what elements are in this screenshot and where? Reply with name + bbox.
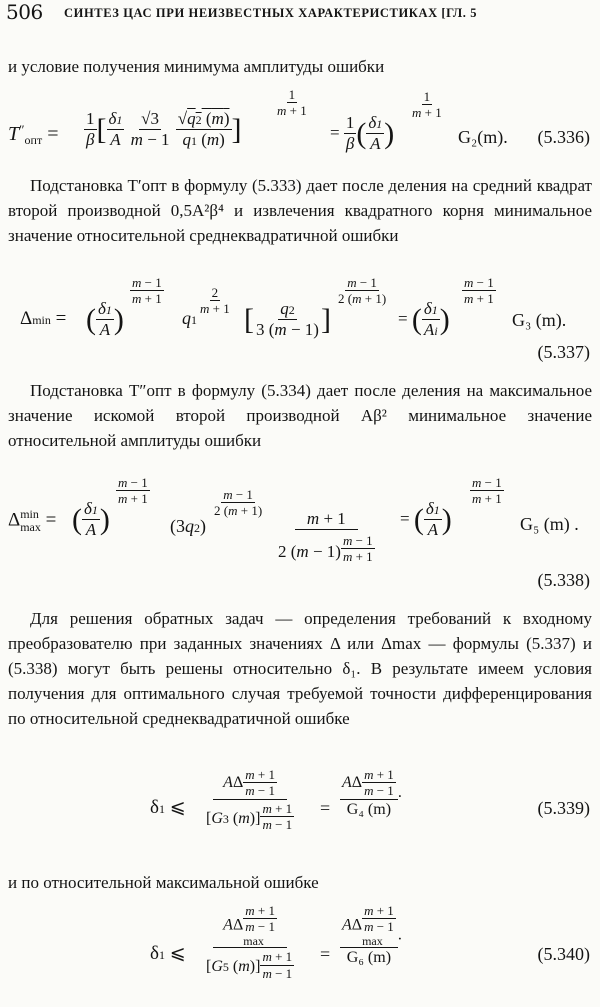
exponent-fraction: $\frac{m - 1}{m + 1}$ [464, 275, 494, 307]
equation-5-340 [0, 902, 600, 1006]
equation-body: ( $\frac{\delta 1}{A}$ ) [72, 499, 110, 539]
exponent-fraction: $\frac{1}{m + 1}$ [412, 89, 442, 121]
equation-lhs: δ1 ⩽ [150, 797, 186, 818]
equation-5-337 [0, 272, 600, 368]
paragraph-3: Подстановка T″опт в формулу (5.334) дает после деления на максимальное значение искомой второй производной Aβ² минимальное значение относительной амплитуды ошибки [8, 381, 592, 450]
equals-sign: = [320, 944, 331, 964]
exponent-fraction: $\frac{m - 1}{m + 1}$ [118, 475, 148, 507]
equation-number: (5.338) [537, 570, 590, 590]
running-title: СИНТЕЗ ЦАС ПРИ НЕИЗВЕСТНЫХ ХАРАКТЕРИСТИКАХ [ГЛ. 5 [64, 6, 478, 20]
equation-lhs: δ1 ⩽ [150, 943, 186, 964]
equation-rhs-tail: G₅ (m) . [520, 514, 579, 534]
paragraph-4: Для решения обратных задач — определения требований к входному преобразователю при заданных значениях Δ или Δmax — формулы (5.337) и (5.338) могут быть решены относительно δ₁. В результате имеем условия получения для оптимального случая требуемой точности дифференцирования по относительной среднеквадратичной ошибке [8, 609, 592, 728]
equation-5-339 [0, 762, 600, 858]
equation-body: ( $\frac{\delta 1}{A}$ ) [86, 299, 124, 339]
equation-body: AΔ $\frac{m + 1}{m - 1}$ [G3 (m)] $\frac{m + 1}{m - 1}$ [206, 767, 293, 833]
paragraph-5: и по относительной максимальной ошибке [8, 873, 319, 892]
equation-rhs-tail: G₂(m). [458, 127, 508, 147]
equation-rhs: = $\frac{1}{\beta}$ ( $\frac{\delta 1}{A}$ ) [330, 113, 395, 153]
exponent-fraction: $\frac{m - 1}{2 (m + 1)}$ [214, 487, 263, 519]
q2-term: (3q2) [170, 516, 206, 536]
bracket-term: [ $\frac{q2}{3 (m - 1)}$ ] [244, 299, 331, 339]
exponent-fraction: $\frac{m - 1}{2 (m + 1)}$ [338, 275, 387, 307]
equation-number: (5.340) [537, 944, 590, 964]
rhs-denominator: G₆ (m) [346, 949, 392, 967]
equation-lhs: Δmin = [20, 308, 67, 329]
equation-body: AΔ m + 1 m − 1 max [G5 (m)] $\frac{m + 1}{m - 1}$ [206, 903, 293, 981]
equation-rhs: AΔ m + 1 m − 1 max G₆ (m) . [342, 903, 402, 967]
big-fraction: m + 1 2 (m − 1) $\frac{m - 1}{m + 1}$ [278, 509, 373, 564]
exponent-fraction: $\frac{2}{m + 1}$ [200, 285, 230, 317]
equation-number: (5.336) [537, 127, 590, 147]
equation-number: (5.337) [537, 342, 590, 362]
exponent-fraction: $\frac{m - 1}{m + 1}$ [472, 475, 502, 507]
equation-rhs: AΔ $\frac{m + 1}{m - 1}$ G₄ (m) . [342, 767, 402, 818]
page-number: 506 [6, 0, 43, 24]
equation-lhs: Δ min max = [8, 507, 57, 535]
equation-rhs-tail: G₃ (m). [512, 310, 567, 330]
q1-term: q1 [182, 308, 197, 328]
equals-sign: = [320, 798, 331, 818]
equation-lhs: $T''_{опт}$ = [8, 122, 59, 147]
exponent-fraction: $\frac{1}{m + 1}$ [277, 87, 307, 119]
equation-5-336 [0, 87, 600, 160]
equation-rhs: = ( $\frac{\delta 1}{Ai}$ ) [398, 299, 450, 339]
rhs-denominator: G₄ (m) [346, 800, 392, 818]
running-header [6, 0, 596, 24]
equation-5-338 [0, 474, 600, 594]
equation-number: (5.339) [537, 798, 590, 818]
paragraph-1: и условие получения минимума амплитуды ошибки [8, 57, 385, 76]
paragraph-2: Подстановка T′опт в формулу (5.333) дает после деления на средний квадрат второй производной 0,5A²β⁴ и извлечения квадратного корня минимальное значение относительной среднеквадратичной ошибки [8, 176, 592, 245]
exponent-fraction: $\frac{m - 1}{m + 1}$ [132, 275, 162, 307]
equation-body: $\frac{1}{\beta}$ [ $\frac{\delta 1}{A}$ $\frac{√3}{m - 1}$ $\frac{√q2 (m)}{q1 (m)}$ ] [86, 109, 242, 149]
equation-rhs: = ( $\frac{\delta 1}{A}$ ) [400, 499, 452, 539]
